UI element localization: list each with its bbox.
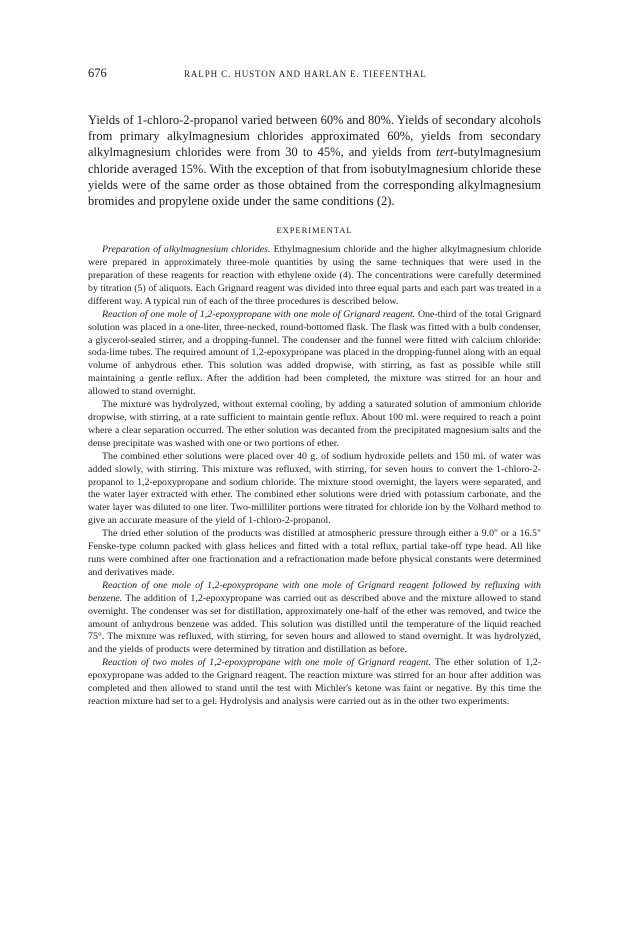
paragraph-body: The ether solution of 1,2-epoxypropane was added to the Grignard reagent. The reaction mixture was stirred for an hour after addition was completed and then allowed to stand until the test with Michler's ketone was faint or negative. By this time the reaction mixture had set to a gel. Hydrolysis and analysis were carried out as in the other two experiments. [88, 657, 542, 707]
paragraph-one-mole-reaction [88, 309, 541, 399]
intro-paragraph [88, 112, 541, 209]
running-head [88, 66, 541, 88]
paragraph-hydrolysis [88, 399, 541, 451]
paragraph-distillation [88, 528, 541, 580]
paragraph-lead: Reaction of one mole of 1,2-epoxypropane with one mole of Grignard reagent. [102, 308, 416, 320]
paragraph-preparation [88, 244, 541, 309]
paragraph-body: The combined ether solutions were placed over 40 g. of sodium hydroxide pellets and 150 ml. of water was added slowly, with stirring. This mixture was refluxed, with stirring, for seven hours to convert the 1-chloro-2-propanol to 1,2-epoxypropane and sodium chloride. The mixture stood overnight, the layers were separated, and the water layer extracted with ether. The combined ether solutions were dried with potassium carbonate, and the water layer was diluted to one liter. Two-milliliter portions were titrated for chloride ion by the Volhard method to give an accurate measure of the yield of 1-chloro-2-propanol. [88, 450, 541, 527]
running-title: RALPH C. HUSTON AND HARLAN E. TIEFENTHAL [184, 69, 427, 79]
intro-italic-tert: tert [436, 145, 454, 160]
paragraph-two-moles [88, 657, 541, 709]
paragraph-body: The dried ether solution of the products was distilled at atmospheric pressure through either a 9.0" or a 16.5" Fenske-type column packed with glass helices and fitted with a total reflux, partial take-off type head. All like runs were combined after one fractionation and a refractionation made before physical constants were determined and derivatives made. [88, 528, 541, 578]
page-number: 676 [88, 66, 107, 80]
paragraph-combined-ether [88, 451, 541, 528]
paragraph-lead: Reaction of one mole of 1,2-epoxypropane with one mole of Grignard reagent followed by refluxing with benzene. [88, 579, 541, 604]
paragraph-body: The addition of 1,2-epoxypropane was carried out as described above and the mixture allowed to stand overnight. The condenser was set for distillation, approximately one-half of the ether was removed, and twice the amount of anhydrous benzene was added. This solution was distilled until the temperature of the liquid reached 75°. The mixture was refluxed, with stirring, for seven hours and allowed to stand overnight. It was hydrolyzed, and the yields of products were determined by titration and distillation as before. [88, 592, 541, 656]
paragraph-benzene-reflux [88, 580, 541, 657]
intro-text-1: Yields of 1-chloro-2-propanol varied between 60% and 80%. Yields of secondary alcohols from primary alkylmagnesium chlorides approximated 60%, yields from secondary alkylmagnesium chlorides were from 30 to 45%, and yields from [88, 113, 541, 160]
intro-text-2: -butylmagnesium chloride averaged 15%. With the exception of that from isobutylmagnesium chloride these yields were of the same order as those obtained from the corresponding alkylmagnesium bromides and propylene oxide under the same conditions (2). [88, 145, 541, 209]
section-heading-experimental: EXPERIMENTAL [276, 225, 353, 236]
paragraph-lead: Preparation of alkylmagnesium chlorides. [102, 244, 271, 256]
paragraph-lead: Reaction of two moles of 1,2-epoxypropane with one mole of Grignard reagent. [102, 657, 432, 669]
paragraph-body: Ethylmagnesium chloride and the higher alkylmagnesium chloride were prepared in approximately three-mole quantities by using the same techniques that were used in the preparation of these reagents for reaction with ethylene oxide (4). The concentrations were carefully determined by titration (5) of aliquots. Each Grignard reagent was divided into three equal parts and each part was treated in a different way. A typical run of each of the three procedures is described below. [88, 244, 541, 307]
paragraph-body: One-third of the total Grignard solution was placed in a one-liter, three-necked, round-bottomed flask. The flask was fitted with a bulb condenser, a glycerol-sealed stirrer, and a dropping-funnel. The condenser and the funnel were fitted with calcium chloride: soda-lime tubes. The required amount of 1,2-epoxypropane was placed in the dropping-funnel along with an equal volume of anhydrous ether. This solution was added dropwise, with stirring, as fast as possible while still maintaining a gentle reflux. After the addition had been completed, the mixture was stirred for an hour and allowed to stand overnight. [88, 308, 541, 398]
paragraph-body: The mixture was hydrolyzed, without external cooling, by adding a saturated solution of ammonium chloride dropwise, with stirring, at a rate sufficient to maintain gentle reflux. About 100 ml. were required to reach a point where a clear separation occurred. The ether solution was decanted from the precipitated magnesium salts and the dense precipitate was washed with one or two portions of ether. [88, 399, 541, 449]
